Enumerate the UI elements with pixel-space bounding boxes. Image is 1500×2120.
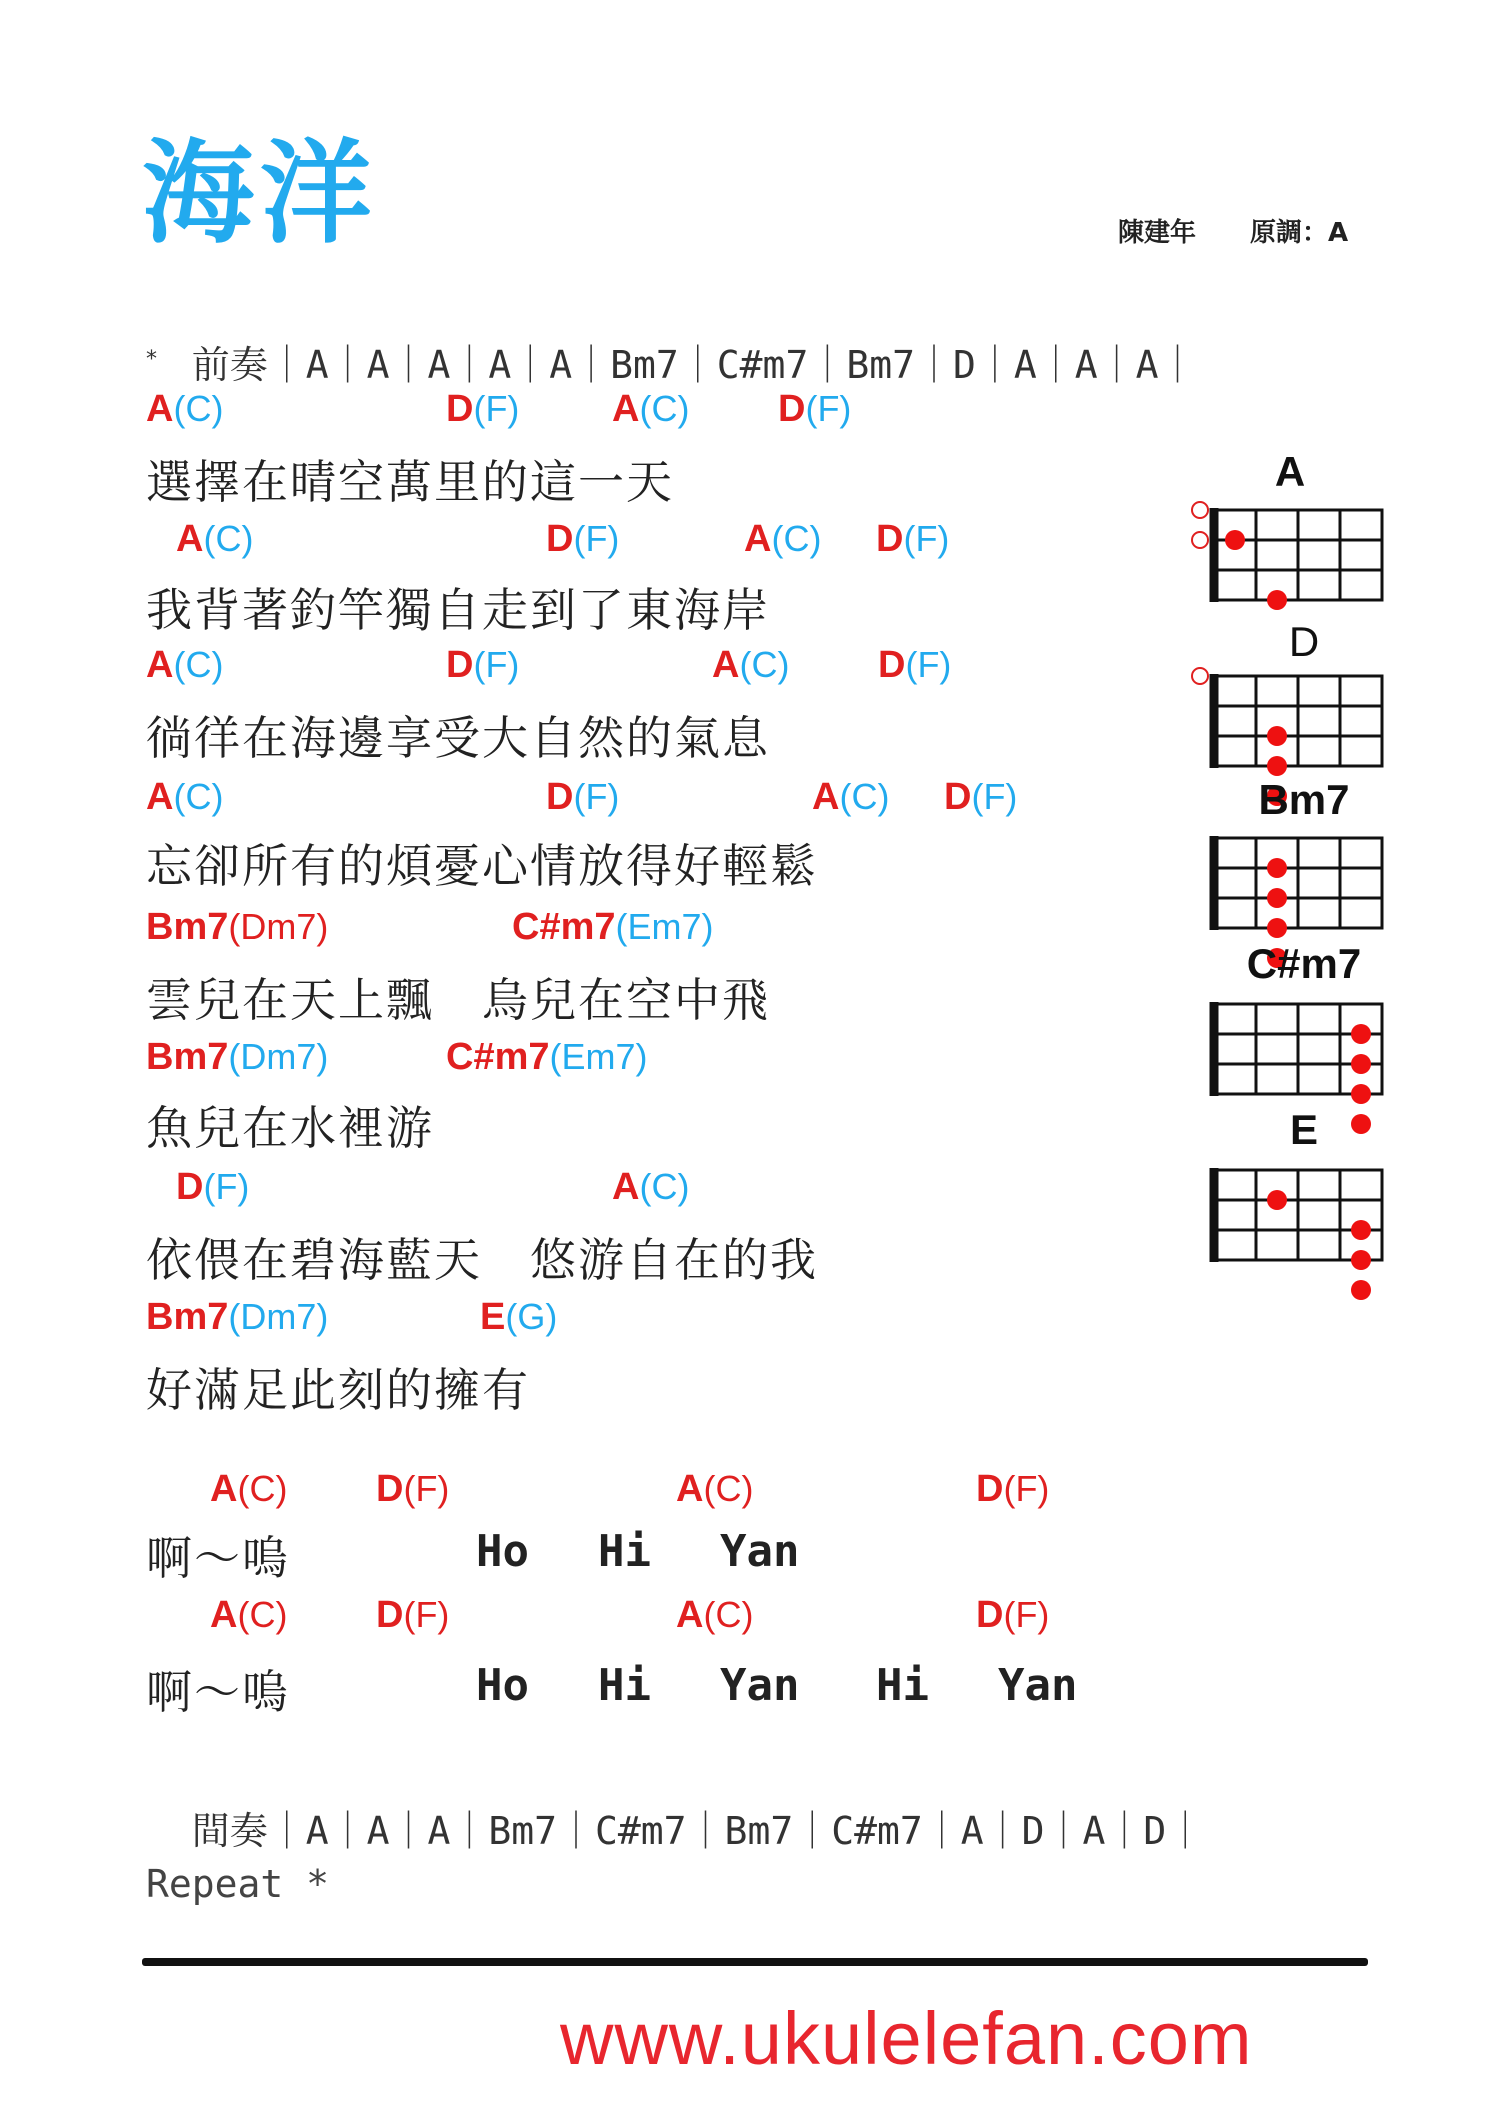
intro-line: [146, 290, 1196, 389]
chord-label: D(F): [976, 1594, 1050, 1636]
finger-dot: [1351, 1220, 1371, 1240]
finger-dot: [1351, 1054, 1371, 1074]
lyric-line: 忘卻所有的煩憂心情放得好輕鬆: [146, 839, 818, 893]
finger-dot: [1351, 1250, 1371, 1270]
finger-dot: [1267, 918, 1287, 938]
repeat-instruction: Repeat *: [146, 1862, 330, 1906]
interlude-bars: ｜A｜A｜A｜Bm7｜C#m7｜Bm7｜C#m7｜A｜D｜A｜D｜: [267, 1809, 1205, 1853]
chorus-word: Ho: [476, 1526, 529, 1577]
chord-label: D(F): [446, 644, 520, 686]
chorus-word: Yan: [720, 1660, 800, 1711]
repeat-marker: *: [146, 347, 157, 372]
finger-dot: [1225, 530, 1245, 550]
lyric-line: 啊～嗚: [146, 1531, 290, 1585]
lyric-line: 雲兒在天上飄 烏兒在空中飛: [146, 973, 770, 1027]
chord-label: A(C): [744, 518, 822, 560]
diagram-label-d: D: [1288, 618, 1320, 665]
chord-diagram-a: [1190, 500, 1410, 620]
lyric-line: 啊～嗚: [146, 1665, 290, 1719]
chord-label: D(F): [546, 776, 620, 818]
chord-label: D(F): [778, 388, 852, 430]
chorus-word: Hi: [598, 1526, 651, 1577]
intro-bars: ｜A｜A｜A｜A｜A｜Bm7｜C#m7｜Bm7｜D｜A｜A｜A｜: [267, 343, 1197, 387]
chord-label: E(G): [480, 1296, 558, 1338]
chord-label: C#m7(Em7): [512, 906, 714, 948]
chord-label: D(F): [944, 776, 1018, 818]
finger-dot: [1267, 726, 1287, 746]
chord-label: Bm7(Dm7): [146, 1036, 329, 1078]
chord-label: A(C): [146, 388, 224, 430]
chord-label: D(F): [876, 518, 950, 560]
lyric-line: 選擇在晴空萬里的這一天: [146, 455, 674, 509]
chord-label: D(F): [446, 388, 520, 430]
chord-label: A(C): [812, 776, 890, 818]
chord-label: A(C): [176, 518, 254, 560]
chord-label: C#m7(Em7): [446, 1036, 648, 1078]
chord-label: D(F): [976, 1468, 1050, 1510]
chord-label: A(C): [612, 388, 690, 430]
lyric-line: 好滿足此刻的擁有: [146, 1363, 530, 1417]
chord-label: D(F): [546, 518, 620, 560]
site-logo[interactable]: www.ukulelefan.com: [560, 1997, 1253, 2080]
diagram-label-a: A: [1274, 448, 1306, 495]
chord-label: A(C): [676, 1468, 754, 1510]
chord-label: A(C): [210, 1468, 288, 1510]
chorus-word: Hi: [598, 1660, 651, 1711]
chord-label: A(C): [612, 1166, 690, 1208]
interlude-label: 間奏: [191, 1809, 268, 1853]
open-string-marker: [1192, 532, 1208, 548]
lyric-line: 我背著釣竿獨自走到了東海岸: [146, 583, 770, 637]
chord-label: D(F): [878, 644, 952, 686]
chord-diagram-bm7: [1190, 828, 1410, 948]
chorus-word: Yan: [720, 1526, 800, 1577]
finger-dot: [1267, 1190, 1287, 1210]
chord-label: A(C): [712, 644, 790, 686]
diagram-label-bm7: Bm7: [1258, 776, 1350, 823]
open-string-marker: [1192, 668, 1208, 684]
intro-label: 前奏: [191, 343, 268, 387]
finger-dot: [1267, 858, 1287, 878]
chord-diagram-e: [1190, 1160, 1410, 1280]
finger-dot: [1351, 1084, 1371, 1104]
chord-label: A(C): [146, 776, 224, 818]
finger-dot: [1267, 590, 1287, 610]
diagram-label-csharp-m7: C#m7: [1246, 940, 1362, 987]
chord-label: A(C): [146, 644, 224, 686]
artist: 陳建年: [1118, 218, 1197, 248]
chord-label: D(F): [376, 1594, 450, 1636]
finger-dot: [1267, 888, 1287, 908]
lyric-line: 魚兒在水裡游: [146, 1101, 434, 1155]
chord-diagram-d: [1190, 666, 1410, 786]
chorus-word: Hi: [876, 1660, 929, 1711]
finger-dot: [1267, 756, 1287, 776]
diagram-label-e: E: [1289, 1106, 1318, 1153]
lyric-line: 依偎在碧海藍天 悠游自在的我: [146, 1233, 818, 1287]
original-key: 原調：A: [1250, 218, 1349, 248]
chorus-word: Ho: [476, 1660, 529, 1711]
chord-label: Bm7(Dm7): [146, 1296, 329, 1338]
chord-diagram-csharp-m7: [1190, 994, 1410, 1114]
chord-label: A(C): [676, 1594, 754, 1636]
interlude-line: [146, 1756, 1204, 1855]
lyric-line: 徜徉在海邊享受大自然的氣息: [146, 711, 770, 765]
song-title: 海洋: [142, 129, 378, 259]
chord-label: D(F): [176, 1166, 250, 1208]
finger-dot: [1351, 1280, 1371, 1300]
chord-label: D(F): [376, 1468, 450, 1510]
chorus-word: Yan: [998, 1660, 1078, 1711]
finger-dot: [1351, 1024, 1371, 1044]
chord-label: A(C): [210, 1594, 288, 1636]
chord-label: Bm7(Dm7): [146, 906, 329, 948]
footer-divider: [142, 1958, 1368, 1966]
open-string-marker: [1192, 502, 1208, 518]
